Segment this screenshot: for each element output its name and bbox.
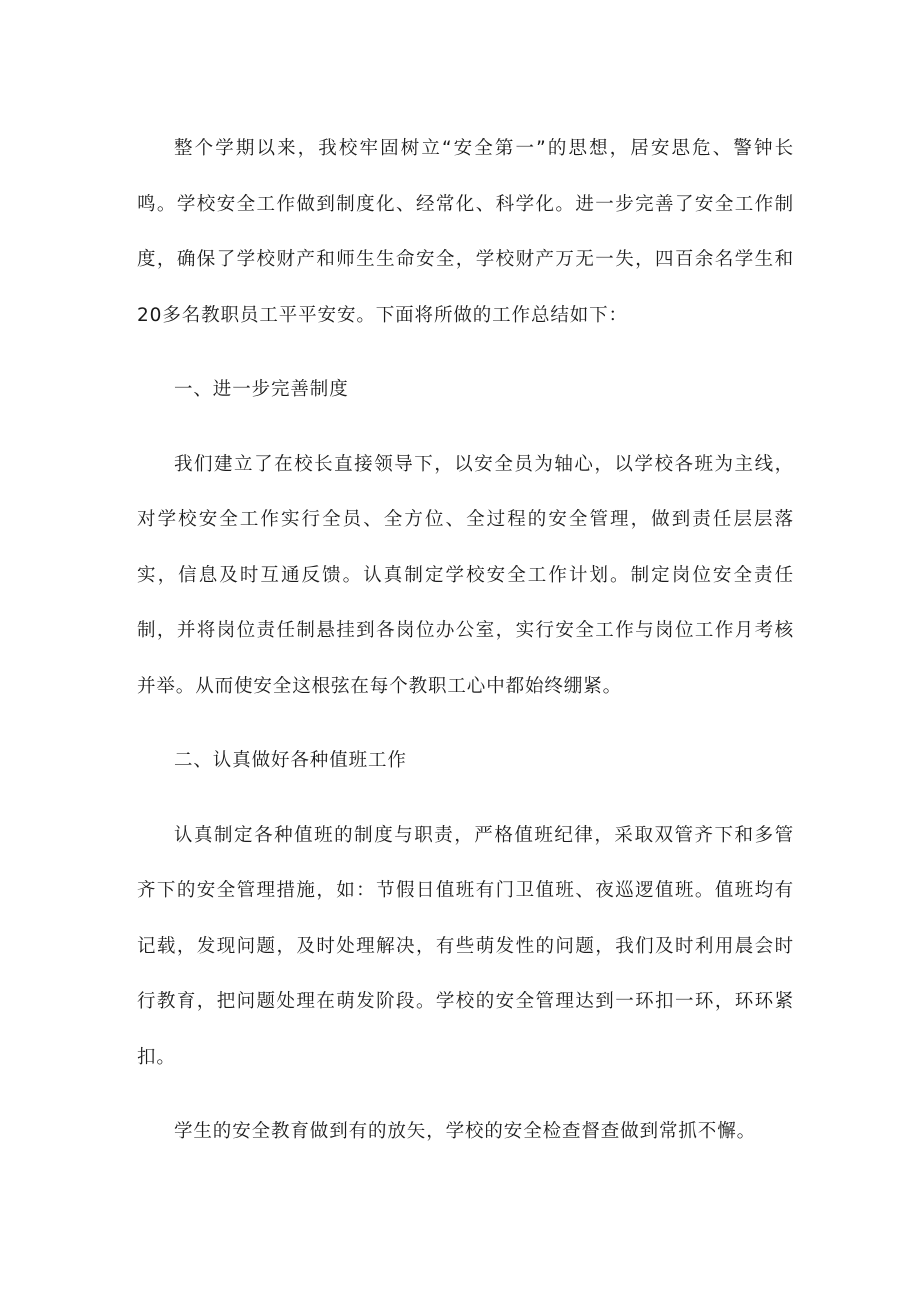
paragraph-section-1: 我们建立了在校长直接领导下，以安全员为轴心，以学校各班为主线，对学校安全工作实行全员、全方位、全过程的安全管理，做到责任层层落实，信息及时互通反馈。认真制定学校安全工作计划。制定岗位安全责任制，并将岗位责任制悬挂到各岗位办公室，实行安全工作与岗位工作月考核并举。从而使安全这根弦在每个教职工心中都始终绷紧。 — [137, 453, 794, 697]
section-heading-1: 一、进一步完善制度 — [174, 379, 349, 400]
section-heading-2: 二、认真做好各种值班工作 — [174, 750, 407, 771]
document-body — [137, 121, 794, 1160]
paragraph-section-2: 认真制定各种值班的制度与职责，严格值班纪律，采取双管齐下和多管齐下的安全管理措施，如：节假日值班有门卫值班、夜巡逻值班。值班均有记载，发现问题，及时处理解决，有些萌发性的问题，我们及时利用晨会时行教育，把问题处理在萌发阶段。学校的安全管理达到一环扣一环，环环紧扣。 — [137, 824, 794, 1068]
paragraph-closing: 学生的安全教育做到有的放矢，学校的安全检查督查做到常抓不懈。 — [174, 1121, 757, 1142]
paragraph-intro: 整个学期以来，我校牢固树立“安全第一”的思想，居安思危、警钟长鸣。学校安全工作做到制度化、经常化、科学化。进一步完善了安全工作制度，确保了学校财产和师生生命安全，学校财产万无一失，四百余名学生和20多名教职员工平平安安。下面将所做的工作总结如下： — [137, 138, 794, 326]
